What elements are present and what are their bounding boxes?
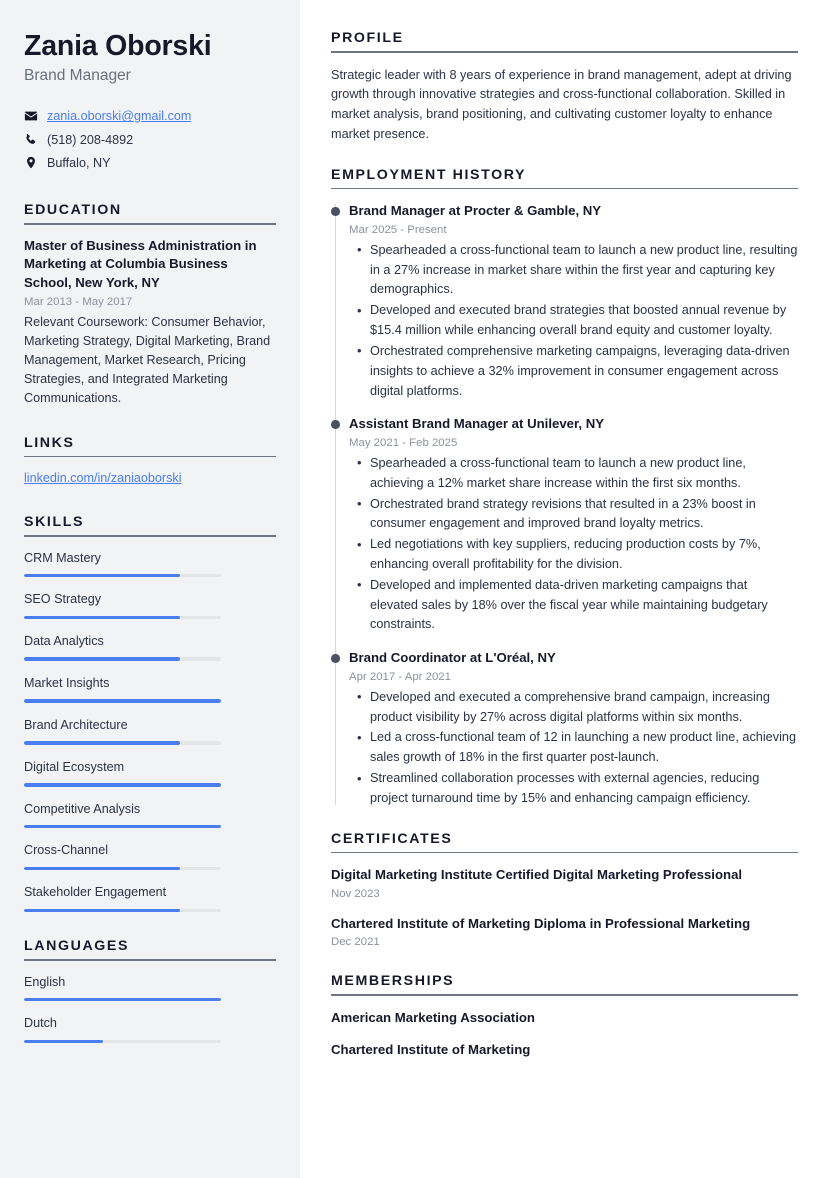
- skills-rule: [24, 535, 276, 537]
- email-link[interactable]: zania.oborski@gmail.com: [47, 109, 192, 124]
- skill-row: [24, 674, 276, 703]
- skill-row: [24, 590, 276, 619]
- candidate-job-title: Brand Manager: [24, 66, 131, 84]
- languages-list: [24, 973, 276, 1044]
- education-date: Mar 2013 - May 2017: [24, 295, 133, 308]
- timeline-dot-icon: [331, 420, 340, 429]
- language-level-track: [24, 1040, 221, 1044]
- employment-title: Brand Coordinator at L'Oréal, NY: [349, 650, 556, 666]
- skill-row: [24, 883, 276, 912]
- memberships-heading: MEMBERSHIPS: [331, 973, 455, 990]
- skill-level-track: [24, 616, 221, 620]
- skill-level-fill: [24, 699, 221, 703]
- skills-list: [24, 549, 276, 913]
- phone-text: (518) 208-4892: [47, 132, 134, 147]
- profile-heading: PROFILE: [331, 30, 404, 46]
- languages-heading: LANGUAGES: [24, 938, 130, 955]
- languages-section: [24, 938, 276, 1043]
- language-label: English: [24, 974, 66, 989]
- certificate-name: Digital Marketing Institute Certified Digital Marketing Professional: [331, 867, 743, 883]
- skill-label: Stakeholder Engagement: [24, 885, 167, 900]
- employment-bullets: [349, 688, 798, 809]
- skill-label: CRM Mastery: [24, 550, 101, 565]
- skill-row: [24, 549, 276, 578]
- skill-row: [24, 758, 276, 787]
- skill-level-track: [24, 909, 221, 913]
- certificates-section: [331, 831, 798, 952]
- profile-text: Strategic leader with 8 years of experience in brand management, adept at driving growth through innovative strategies and cross-functional collaboration. Skilled in market analysis, brand positioning, and cultivating customer loyalty to enhance market presence.: [331, 67, 792, 141]
- skill-label: Competitive Analysis: [24, 801, 141, 816]
- education-description: Relevant Coursework: Consumer Behavior, Marketing Strategy, Digital Marketing, Brand Management, Market Research, Pricing Strategies, and Integrated Marketing Communications.: [24, 314, 271, 406]
- certificates-heading: CERTIFICATES: [331, 830, 453, 847]
- profile-rule: [331, 51, 798, 53]
- skill-label: SEO Strategy: [24, 592, 101, 607]
- timeline-dot-icon: [331, 207, 340, 216]
- skill-level-track: [24, 783, 221, 787]
- membership-entry: Chartered Institute of Marketing: [331, 1042, 531, 1058]
- skill-level-track: [24, 657, 221, 661]
- employment-entry: [349, 415, 798, 635]
- memberships-list: [331, 1009, 798, 1060]
- education-section: [24, 202, 276, 409]
- employment-date: Apr 2017 - Apr 2021: [349, 670, 451, 683]
- employment-bullet: • Streamlined collaboration processes with external agencies, reducing project turnaround time by 15% and enhancing campaign efficiency.: [370, 769, 798, 809]
- employment-bullet: • Orchestrated comprehensive marketing campaigns, leveraging data-driven insights to achieve a 32% improvement in consumer engagement across digital platforms.: [370, 342, 798, 401]
- skill-level-fill: [24, 616, 180, 620]
- skills-heading: SKILLS: [24, 514, 85, 531]
- language-label: Dutch: [24, 1016, 57, 1031]
- education-entry: [24, 237, 276, 409]
- skill-level-track: [24, 825, 221, 829]
- skill-label: Data Analytics: [24, 634, 104, 649]
- skill-level-fill: [24, 867, 180, 871]
- links-heading: LINKS: [24, 434, 75, 451]
- employment-bullet: • Led negotiations with key suppliers, reducing production costs by 7%, enhancing overall profitability for the division.: [370, 535, 798, 575]
- timeline-dot-icon: [331, 654, 340, 663]
- employment-bullets: [349, 454, 798, 635]
- education-title: Master of Business Administration in Marketing at Columbia Business School, New York, NY: [24, 237, 257, 291]
- employment-bullet: • Spearheaded a cross-functional team to launch a new product line, resulting in a 27% increase in market share within the first year and capturing key demographics.: [370, 241, 798, 300]
- skill-row: [24, 800, 276, 829]
- skill-level-track: [24, 574, 221, 578]
- memberships-rule: [331, 994, 798, 996]
- employment-bullet: • Developed and executed brand strategies that boosted annual revenue by $15.4 million while enhancing overall brand equity and customer loyalty.: [370, 301, 798, 341]
- location-pin-icon: [24, 156, 38, 170]
- profile-section: [331, 30, 798, 145]
- skill-row: [24, 716, 276, 745]
- employment-bullets: [349, 241, 798, 402]
- skill-level-fill: [24, 574, 180, 578]
- certificate-date: Nov 2023: [331, 887, 380, 900]
- employment-timeline: [331, 202, 798, 808]
- employment-section: [331, 167, 798, 809]
- certificates-rule: [331, 852, 798, 854]
- employment-title: Assistant Brand Manager at Unilever, NY: [349, 416, 605, 432]
- skill-level-fill: [24, 825, 221, 829]
- skill-label: Cross-Channel: [24, 843, 108, 858]
- contact-email: [24, 107, 276, 125]
- employment-bullet: • Spearheaded a cross-functional team to launch a new product line, achieving a 12% market share increase within the first six months.: [370, 454, 798, 494]
- skill-level-track: [24, 741, 221, 745]
- links-section: [24, 435, 276, 488]
- language-row: [24, 973, 276, 1002]
- skill-level-fill: [24, 657, 180, 661]
- certificate-entry: [331, 866, 798, 903]
- candidate-name: Zania Oborski: [24, 30, 212, 62]
- skill-row: [24, 841, 276, 870]
- contact-location: [24, 154, 276, 172]
- language-level-fill: [24, 998, 221, 1002]
- phone-icon: [24, 133, 38, 147]
- certificate-entry: [331, 915, 798, 952]
- employment-rule: [331, 188, 798, 190]
- contact-list: [24, 107, 276, 172]
- sidebar: [0, 0, 300, 1178]
- education-heading: EDUCATION: [24, 202, 122, 219]
- skill-row: [24, 632, 276, 661]
- language-level-fill: [24, 1040, 103, 1044]
- education-rule: [24, 223, 276, 225]
- skill-level-fill: [24, 741, 180, 745]
- certificate-name: Chartered Institute of Marketing Diploma in Professional Marketing: [331, 915, 751, 931]
- skill-label: Market Insights: [24, 676, 110, 691]
- skill-level-fill: [24, 783, 221, 787]
- employment-date: May 2021 - Feb 2025: [349, 436, 458, 449]
- contact-phone: [24, 131, 276, 149]
- skill-level-fill: [24, 909, 180, 913]
- links-rule: [24, 456, 276, 458]
- employment-bullet: • Orchestrated brand strategy revisions that resulted in a 23% boost in consumer engagement and improved brand loyalty metrics.: [370, 495, 798, 535]
- employment-bullet: • Developed and executed a comprehensive brand campaign, increasing product visibility by 27% across digital platforms within six months.: [370, 688, 798, 728]
- link-item-linkedin[interactable]: linkedin.com/in/zaniaoborski: [24, 471, 182, 486]
- language-row: [24, 1014, 276, 1043]
- employment-bullet: • Developed and implemented data-driven marketing campaigns that elevated sales by 18% over the fiscal year while maintaining budgetary constraints.: [370, 576, 798, 635]
- languages-rule: [24, 959, 276, 961]
- main-content: [300, 0, 833, 1178]
- employment-bullet: • Led a cross-functional team of 12 in launching a new product line, achieving sales growth of 18% in the first quarter post-launch.: [370, 728, 798, 768]
- certificates-list: [331, 866, 798, 951]
- employment-entry: [349, 202, 798, 401]
- skill-level-track: [24, 867, 221, 871]
- memberships-section: [331, 973, 798, 1059]
- skill-label: Digital Ecosystem: [24, 759, 125, 774]
- employment-title: Brand Manager at Procter & Gamble, NY: [349, 203, 602, 219]
- envelope-icon: [24, 109, 38, 123]
- employment-date: Mar 2025 - Present: [349, 223, 447, 236]
- employment-heading: EMPLOYMENT HISTORY: [331, 166, 527, 183]
- skill-level-track: [24, 699, 221, 703]
- employment-entry: [349, 649, 798, 808]
- skills-section: [24, 514, 276, 912]
- certificate-date: Dec 2021: [331, 936, 380, 949]
- location-text: Buffalo, NY: [47, 155, 111, 170]
- language-level-track: [24, 998, 221, 1002]
- membership-entry: American Marketing Association: [331, 1009, 535, 1025]
- skill-label: Brand Architecture: [24, 717, 128, 732]
